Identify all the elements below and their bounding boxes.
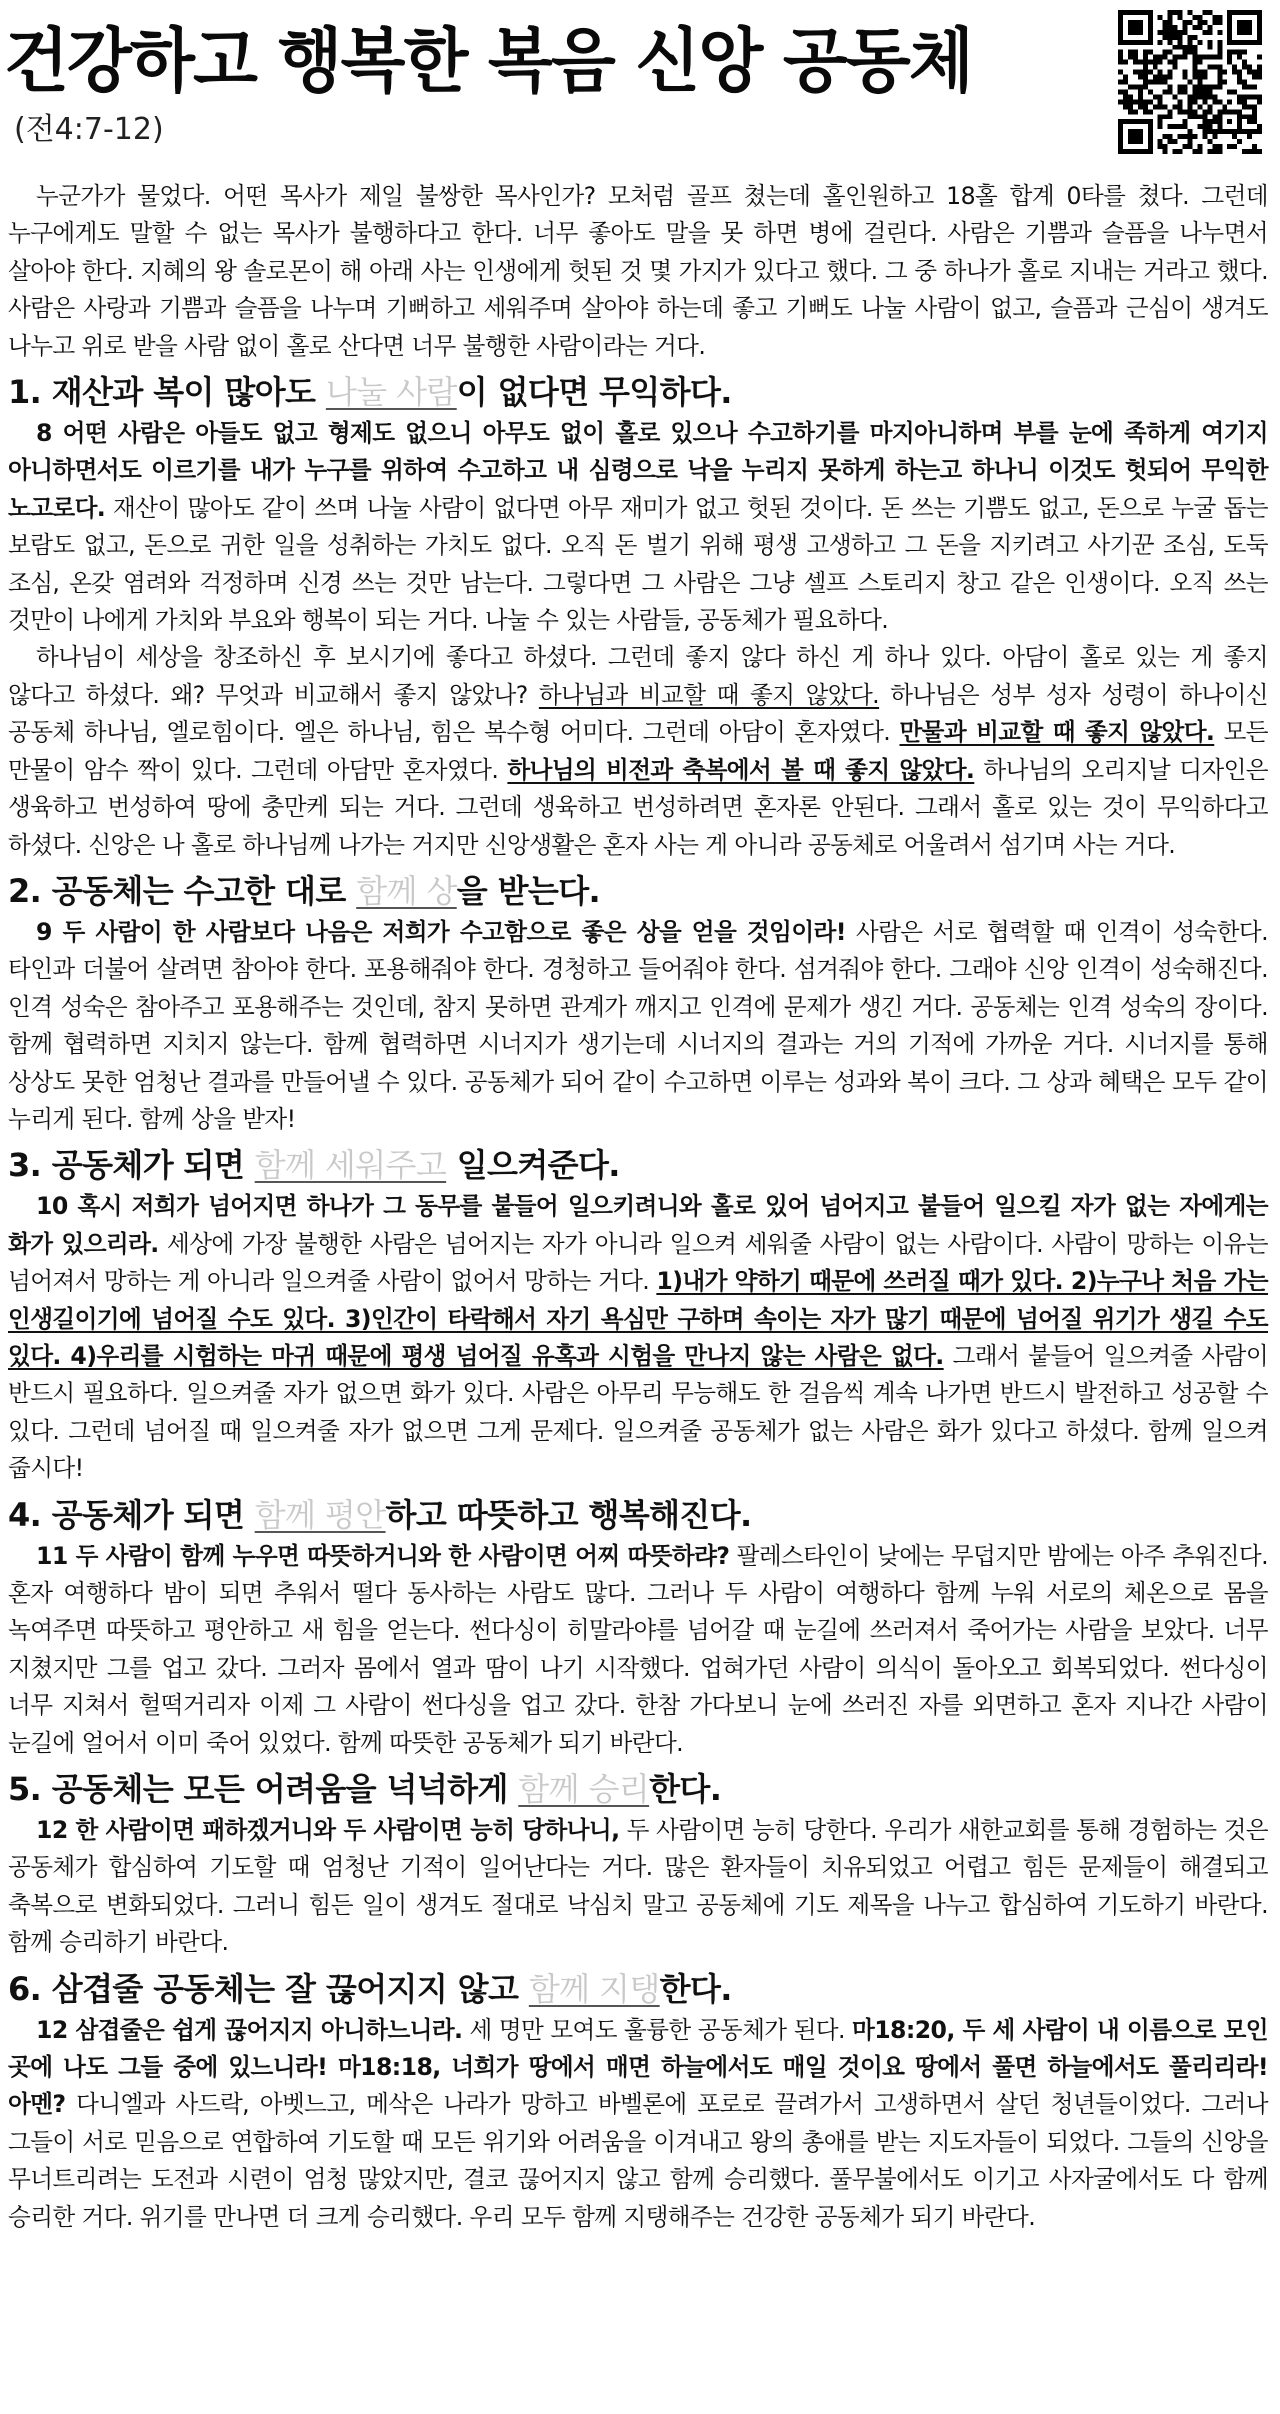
section-2-heading xyxy=(8,868,1268,914)
body-text: 세 명만 모여도 훌륭한 공동체가 된다. xyxy=(462,2015,853,2044)
scripture-verse: 10 혹시 저희가 넘어지면 하나가 그 동무를 붙들어 일으키려니와 홀로 있어 넘어지고 붙들어 일으킬 자가 없는 자에게는 화가 있으리라. xyxy=(8,1192,1268,1258)
body-text: 모든 만물이 암수 짝이 있다. 그런데 아담만 혼자였다. xyxy=(8,718,1268,784)
section-6-heading xyxy=(8,1966,1268,2012)
fill-in-blank: 함께 평안 xyxy=(254,1495,386,1534)
heading-text: 한다. xyxy=(649,1770,722,1809)
body-text: 그래서 붙들어 일으켜줄 사람이 반드시 필요하다. 일으켜줄 자가 없으면 화가 있다. 사람은 아무리 무능해도 한 걸음씩 계속 나가면 반드시 발전하고 성공할 수 있다. 그런데 넘어질 때 일으켜줄 자가 없으면 그게 문제다. 일으켜줄 공동체가 없는 사람은 화가 있다고 하셨다. 함께 일으켜 줍시다! xyxy=(8,1341,1269,1483)
section-2-paragraph xyxy=(8,914,1268,1138)
body-text: 팔레스타인이 낮에는 무덥지만 밤에는 아주 추워진다. 혼자 여행하다 밤이 되면 추워서 떨다 동사하는 사람도 많다. 그러나 두 사람이 여행하다 함께 누워 서로의 체온으로 몸을 녹여주면 따뜻하고 평안하고 새 힘을 얻는다. 썬다싱이 히말라야를 넘어갈 때 눈길에 쓰러져서 죽어가는 사람을 보았다. 너무 지쳤지만 그를 업고 갔다. 그러자 몸에서 열과 땀이 나기 시작했다. 업혀가던 사람이 의식이 돌아오고 회복되었다. 썬다싱이 너무 지쳐서 헐떡거리자 이제 그 사람이 썬다싱을 업고 갔다. 한참 가다보니 눈에 쓰러진 자를 외면하고 혼자 지나간 사람이 눈길에 얼어서 이미 죽어 있었다. 함께 따뜻한 공동체가 되기 바란다. xyxy=(8,1541,1268,1757)
heading-text: 3. 공동체가 되면 xyxy=(8,1146,255,1185)
scripture-verse: 마18:20, 두 세 사람이 내 이름으로 모인 곳에 나도 그들 중에 있느니라! 마18:18, 너희가 땅에서 매면 하늘에서도 매일 것이요 땅에서 풀면 하늘에서도 풀리리라! 아멘? xyxy=(8,2015,1268,2119)
heading-text: 을 받는다. xyxy=(456,871,601,910)
scripture-verse: 12 한 사람이면 패하겠거니와 두 사람이면 능히 당하나니, xyxy=(36,1816,620,1845)
body-text: 하나님은 성부 성자 성령이 하나이신 공동체 하나님, 엘로힘이다. 엘은 하나님, 힘은 복수형 어미다. 그런데 아담이 혼자였다. xyxy=(8,680,1268,747)
body-text: 두 사람이면 능히 당한다. 우리가 새한교회를 통해 경험하는 것은 공동체가 합심하여 기도할 때 엄청난 기적이 일어난다는 거다. 많은 환자들이 치유되었고 어렵고 힘든 문제들이 해결되고 축복으로 변화되었다. 그러니 힘든 일이 생겨도 절대로 낙심치 말고 공동체에 기도 제목을 나누고 합심하여 기도하기 바란다. 함께 승리하기 바란다. xyxy=(8,1816,1268,1957)
section-1-heading xyxy=(8,369,1268,415)
heading-text: 6. 삼겹줄 공동체는 잘 끊어지지 않고 xyxy=(8,1969,529,2008)
section-6-paragraph xyxy=(8,2012,1268,2236)
qr-code-icon[interactable] xyxy=(1118,10,1262,154)
scripture-verse: 9 두 사람이 한 사람보다 나음은 저희가 수고함으로 좋은 상을 얻을 것임이라! xyxy=(36,917,846,946)
fill-in-blank: 함께 지탱 xyxy=(528,1969,660,2008)
fill-in-blank: 나눌 사람 xyxy=(325,373,457,412)
emphasis-text: 만물과 비교할 때 좋지 않았다. xyxy=(899,718,1215,747)
body-text: 세상에 가장 불행한 사람은 넘어지는 자가 아니라 일으켜 세워줄 사람이 없는 사람이다. 사람이 망하는 이유는 넘어져서 망하는 게 아니라 일으켜줄 사람이 없어서 망하는 거다. xyxy=(8,1229,1268,1296)
section-3-heading xyxy=(8,1142,1268,1188)
body-text: 하나님이 세상을 창조하신 후 보시기에 좋다고 하셨다. 그런데 좋지 않다 하신 게 하나 있다. 아담이 홀로 있는 게 좋지 않다고 하셨다. 왜? 무엇과 비교해서 좋지 않았나? xyxy=(8,643,1268,709)
section-3-paragraph xyxy=(8,1188,1268,1487)
body-text: 다니엘과 사드락, 아벳느고, 메삭은 나라가 망하고 바벨론에 포로로 끌려가서 고생하면서 살던 청년들이었다. 그러나 그들이 서로 믿음으로 연합하여 기도할 때 모든 위기와 어려움을 이겨내고 왕의 총애를 받는 지도자들이 되었다. 그들의 신앙을 무너트리려는 도전과 시련이 엄청 많았지만, 결코 끊어지지 않고 함께 승리했다. 풀무불에서도 이기고 사자굴에서도 다 함께 승리한 거다. 위기를 만나면 더 크게 승리했다. 우리 모두 함께 지탱해주는 건강한 공동체가 되기 바란다. xyxy=(8,2090,1268,2231)
scripture-reference: (전4:7-12) xyxy=(14,112,164,147)
section-5-paragraph xyxy=(8,1812,1268,1962)
fill-in-blank: 함께 세워주고 xyxy=(254,1146,447,1185)
emphasis-text: 1)내가 약하기 때문에 쓰러질 때가 있다. 2)누구나 처음 가는 인생길이기에 넘어질 수도 있다. 3)인간이 타락해서 자기 욕심만 구하며 속이는 자가 많기 때문에 넘어질 위기가 생길 수도 있다. 4)우리를 시험하는 마귀 때문에 평생 넘어질 유혹과 시험을 만나지 않는 사람은 없다. xyxy=(8,1267,1268,1370)
heading-text: 하고 따뜻하고 행복해진다. xyxy=(385,1495,752,1534)
body-text: 재산이 많아도 같이 쓰며 나눌 사람이 없다면 아무 재미가 없고 헛된 것이다. 돈 쓰는 기쁨도 없고, 돈으로 누굴 돕는 보람도 없고, 돈으로 귀한 일을 성취하는 가치도 없다. 오직 돈 벌기 위해 평생 고생하고 그 돈을 지키려고 사기꾼 조심, 도둑 조심, 온갖 염려와 걱정하며 신경 쓰는 것만 남는다. 그렇다면 그 사람은 그냥 셀프 스토리지 창고 같은 인생이다. 오직 쓰는 것만이 나에게 가치와 부요와 행복이 되는 거다. 나눌 수 있는 사람들, 공동체가 필요하다. xyxy=(8,493,1268,635)
fill-in-blank: 함께 상 xyxy=(356,871,457,910)
scripture-verse: 11 두 사람이 함께 누우면 따뜻하거니와 한 사람이면 어찌 따뜻하랴? xyxy=(36,1541,730,1570)
body-text: 사람은 서로 협력할 때 인격이 성숙한다. 타인과 더불어 살려면 참아야 한다. 포용해줘야 한다. 경청하고 들어줘야 한다. 섬겨줘야 한다. 그래야 신앙 인격이 성숙해진다. 인격 성숙은 참아주고 포용해주는 것인데, 참지 못하면 관계가 깨지고 인격에 문제가 생긴 거다. 공동체는 인격 성숙의 장이다. 함께 협력하면 지치지 않는다. 함께 협력하면 시너지가 생기는데 시너지의 결과는 거의 기적에 가까운 거다. 시너지를 통해 상상도 못한 엄청난 결과를 만들어낼 수 있다. 공동체가 되어 같이 수고하면 이루는 성과와 복이 크다. 그 상과 혜택은 모두 같이 누리게 된다. 함께 상을 받자! xyxy=(8,917,1268,1133)
heading-text: 일으켜준다. xyxy=(446,1146,620,1185)
heading-text: 1. 재산과 복이 많아도 xyxy=(8,373,326,412)
section-1-paragraph-1 xyxy=(8,415,1268,639)
heading-text: 한다. xyxy=(659,1969,732,2008)
body-text: 하나님의 오리지날 디자인은 생육하고 번성하여 땅에 충만케 되는 거다. 그런데 생육하고 번성하려면 혼자론 안된다. 그래서 홀로 있는 것이 무익하다고 하셨다. 신앙은 나 홀로 하나님께 나가는 거지만 신앙생활은 혼자 사는 게 아니라 공동체로 어울려서 섬기며 사는 거다. xyxy=(8,755,1268,859)
scripture-verse: 8 어떤 사람은 아들도 없고 형제도 없으니 아무도 없이 홀로 있으나 수고하기를 마지아니하며 부를 눈에 족하게 여기지 아니하면서도 이르기를 내가 누구를 위하여 수고하고 내 심령으로 낙을 누리지 못하게 하는고 하나니 이것도 헛되어 무익한 노고로다. xyxy=(8,419,1268,522)
section-5-heading xyxy=(8,1766,1268,1812)
heading-text: 4. 공동체가 되면 xyxy=(8,1495,255,1534)
section-1-paragraph-2 xyxy=(8,639,1268,863)
sermon-body xyxy=(8,178,1268,2236)
heading-text: 5. 공동체는 모든 어려움을 넉넉하게 xyxy=(8,1770,519,1809)
section-4-paragraph xyxy=(8,1538,1268,1762)
heading-text: 이 없다면 무익하다. xyxy=(456,373,732,412)
intro-paragraph: 누군가가 물었다. 어떤 목사가 제일 불쌍한 목사인가? 모처럼 골프 쳤는데 홀인원하고 18홀 합계 0타를 쳤다. 그런데 누구에게도 말할 수 없는 목사가 불행하다고 한다. 너무 좋아도 말을 못 하면 병에 걸린다. 사람은 기쁨과 슬픔을 나누면서 살아야 한다. 지혜의 왕 솔로몬이 해 아래 사는 인생에게 헛된 것 몇 가지가 있다고 했다. 그 중 하나가 홀로 지내는 거라고 했다. 사람은 사랑과 기쁨과 슬픔을 나누며 기뻐하고 세워주며 살아야 하는데 좋고 기뻐도 나눌 사람이 없고, 슬픔과 근심이 생겨도 나누고 위로 받을 사람 없이 홀로 산다면 너무 불행한 사람이라는 거다. xyxy=(8,182,1268,360)
heading-text: 2. 공동체는 수고한 대로 xyxy=(8,871,357,910)
fill-in-blank: 함께 승리 xyxy=(518,1770,650,1809)
page-title: 건강하고 행복한 복음 신앙 공동체 xyxy=(4,19,972,102)
section-4-heading xyxy=(8,1492,1268,1538)
scripture-verse: 12 삼겹줄은 쉽게 끊어지지 아니하느니라. xyxy=(36,2015,463,2044)
emphasis-text: 하나님과 비교할 때 좋지 않았다. xyxy=(538,680,880,709)
emphasis-text: 하나님의 비전과 축복에서 볼 때 좋지 않았다. xyxy=(507,755,975,784)
